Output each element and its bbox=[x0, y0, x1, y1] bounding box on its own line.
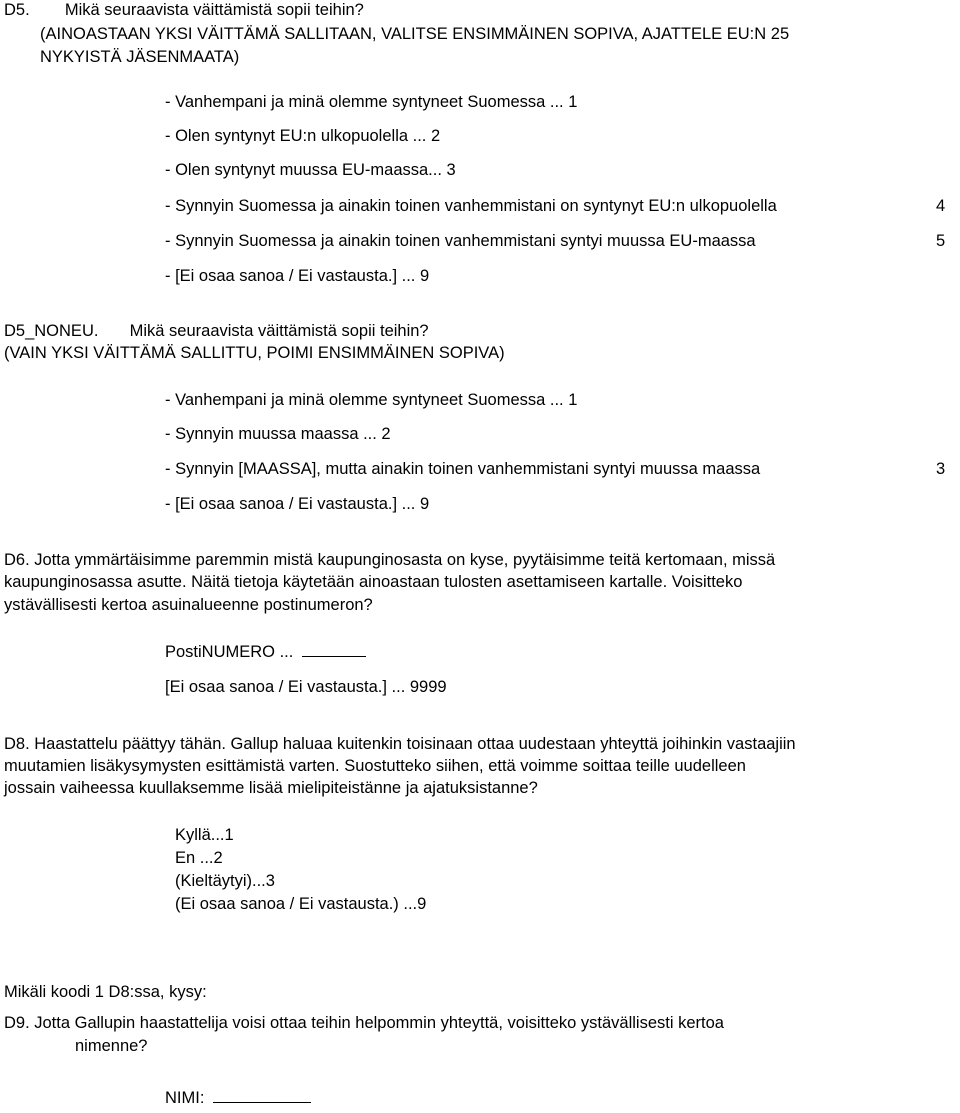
d5-noneu-header bbox=[4, 321, 429, 341]
d5-instruction-2: NYKYISTÄ JÄSENMAATA) bbox=[40, 48, 240, 66]
d5-option-3: - Olen syntynyt muussa EU-maassa... 3 bbox=[165, 161, 456, 179]
d5-noneu-number: D5_NONEU. bbox=[4, 322, 99, 340]
d8-text-line-2: muutamien lisäkysymysten esittämistä varten. Suostutteko siihen, että voimme soittaa teille uudelleen bbox=[4, 757, 746, 775]
d5-noneu-option-3: - Synnyin [MAASSA], mutta ainakin toinen vanhemmistani syntyi muussa maassa bbox=[165, 460, 761, 478]
d9-text-line-1: D9. Jotta Gallupin haastattelija voisi ottaa teihin helpommin yhteyttä, voisitteko ystävällisesti kertoa bbox=[4, 1014, 724, 1032]
d6-dont-know: [Ei osaa sanoa / Ei vastausta.] ... 9999 bbox=[165, 678, 447, 696]
d8-text-line-1: D8. Haastattelu päättyy tähän. Gallup haluaa kuitenkin toisinaan ottaa uudestaan yhteyttä joihinkin vastaajiin bbox=[4, 735, 796, 753]
d5-option-4: - Synnyin Suomessa ja ainakin toinen vanhemmistani on syntynyt EU:n ulkopuolella bbox=[165, 197, 777, 215]
d5-noneu-instruction: (VAIN YKSI VÄITTÄMÄ SALLITTU, POIMI ENSIMMÄINEN SOPIVA) bbox=[4, 344, 505, 362]
d6-postcode-row bbox=[165, 642, 366, 662]
d5-instruction-1: (AINOASTAAN YKSI VÄITTÄMÄ SALLITAAN, VALITSE ENSIMMÄINEN SOPIVA, AJATTELE EU:N 25 bbox=[40, 25, 790, 43]
d5-option-4-code: 4 bbox=[936, 197, 946, 215]
d5-option-1: - Vanhempani ja minä olemme syntyneet Suomessa ... 1 bbox=[165, 93, 578, 111]
d5-header bbox=[4, 0, 364, 20]
d6-text-line-1: D6. Jotta ymmärtäisimme paremmin mistä kaupunginosasta on kyse, pyytäisimme teitä kertomaan, missä bbox=[4, 551, 776, 569]
d8-option-2: En ...2 bbox=[175, 849, 223, 867]
d9-text-line-2: nimenne? bbox=[75, 1037, 148, 1055]
d6-text-line-2: kaupunginosassa asutte. Näitä tietoja käytetään ainoastaan tulosten asettamiseen kartalle. Voisitteko bbox=[4, 573, 743, 591]
d6-text-line-3: ystävällisesti kertoa asuinalueenne postinumeron? bbox=[4, 596, 373, 614]
d5-noneu-option-2: - Synnyin muussa maassa ... 2 bbox=[165, 425, 391, 443]
d8-option-1: Kyllä...1 bbox=[175, 826, 234, 844]
d5-option-6: - [Ei osaa sanoa / Ei vastausta.] ... 9 bbox=[165, 267, 430, 285]
d9-name-row bbox=[165, 1088, 311, 1108]
d5-number: D5. bbox=[4, 1, 30, 19]
d5-option-5-code: 5 bbox=[936, 232, 946, 250]
d5-noneu-option-1: - Vanhempani ja minä olemme syntyneet Suomessa ... 1 bbox=[165, 391, 578, 409]
d8-text-line-3: jossain vaiheessa kuullaksemme lisää mielipiteistänne ja ajatuksistanne? bbox=[4, 779, 538, 797]
d5-option-5: - Synnyin Suomessa ja ainakin toinen vanhemmistani syntyi muussa EU-maassa bbox=[165, 232, 756, 250]
postcode-blank-field[interactable] bbox=[302, 642, 366, 657]
d5-question: Mikä seuraavista väittämistä sopii teihin? bbox=[64, 1, 364, 19]
d8-option-4: (Ei osaa sanoa / Ei vastausta.) ...9 bbox=[175, 895, 427, 913]
d9-name-label: NIMI: bbox=[165, 1089, 209, 1107]
d5-noneu-option-3-code: 3 bbox=[936, 460, 946, 478]
filter-note: Mikäli koodi 1 D8:ssa, kysy: bbox=[4, 983, 207, 1001]
d5-noneu-question: Mikä seuraavista väittämistä sopii teihin? bbox=[129, 322, 429, 340]
d8-option-3: (Kieltäytyi)...3 bbox=[175, 872, 275, 890]
name-blank-field[interactable] bbox=[213, 1088, 311, 1103]
d5-noneu-option-4: - [Ei osaa sanoa / Ei vastausta.] ... 9 bbox=[165, 495, 430, 513]
d6-postcode-label: PostiNUMERO ... bbox=[165, 643, 298, 661]
d5-option-2: - Olen syntynyt EU:n ulkopuolella ... 2 bbox=[165, 127, 441, 145]
